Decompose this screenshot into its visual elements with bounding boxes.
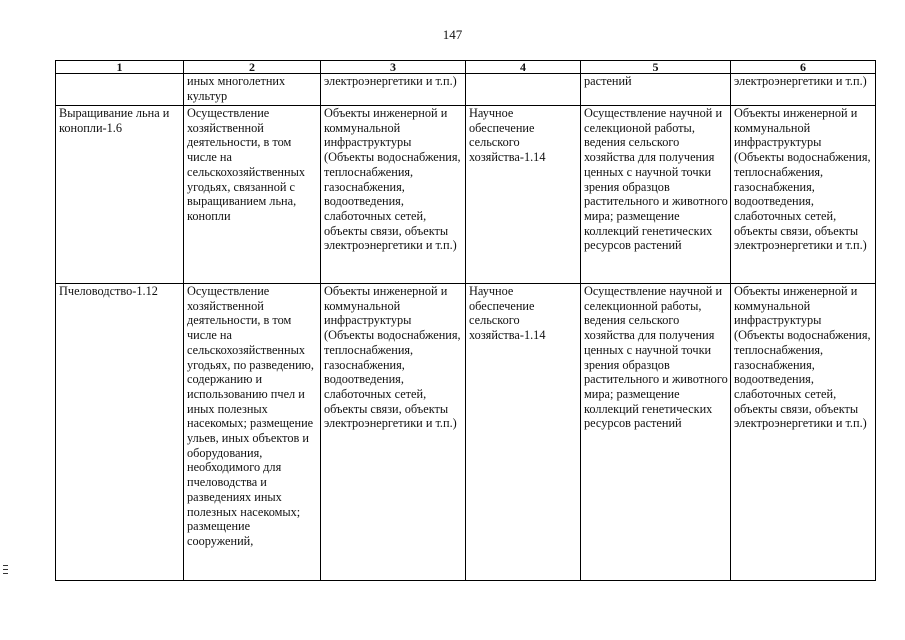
row-1-col-3-cell: электроэнергетики и т.п.) xyxy=(321,74,466,106)
row-1-col-5-cell: растений xyxy=(581,74,731,106)
row-3-col-5-cell: Осуществление научной и селекционной работы, ведения сельского хозяйства для получения ценных с научной точки зрения образцов растительного и животного мира; размещение коллекций генетических ресурсов растений xyxy=(581,284,731,581)
row-1-col-1-cell xyxy=(56,74,184,106)
row-2-col-5-cell: Осуществление научной и селекционой работы, ведения сельского хозяйства для получения ценных с научной точки зрения образцов растительного и животного мира; размещение коллекций генетических ресурсов растений xyxy=(581,106,731,284)
row-3-col-4-cell: Научное обеспечение сельского хозяйства-1.14 xyxy=(466,284,581,581)
row-2-col-2-cell: Осуществление хозяйственной деятельности, в том числе на сельскохозяйственных угодьях, связанной с выращиванием льна, конопли xyxy=(184,106,321,284)
row-3-col-2-cell: Осуществление хозяйственной деятельности, в том числе на сельскохозяйственных угодьях, по разведению, содержанию и использованию пчел и иных полезных насекомых; размещение ульев, иных объектов и оборудования, необходимого для пчеловодства и разведениях иных полезных насекомых; размещение сооружений, xyxy=(184,284,321,581)
scan-artifact-mark xyxy=(3,565,8,577)
row-2-col-4-cell: Научное обеспечение сельского хозяйства-1.14 xyxy=(466,106,581,284)
row-2-col-1-cell: Выращивание льна и конопли-1.6 xyxy=(56,106,184,284)
column-header-1: 1 xyxy=(56,61,184,74)
column-header-5: 5 xyxy=(581,61,731,74)
row-1-col-4-cell xyxy=(466,74,581,106)
column-header-6: 6 xyxy=(731,61,876,74)
row-3-col-1-cell: Пчеловодство-1.12 xyxy=(56,284,184,581)
row-2-col-3-cell: Объекты инженерной и коммунальной инфраструктуры (Объекты водоснабжения, теплоснабжения, газоснабжения, водоотведения, слаботочных сетей, объекты связи, объекты электроэнергетики и т.п.) xyxy=(321,106,466,284)
row-3-col-6-cell: Объекты инженерной и коммунальной инфраструктуры (Объекты водоснабжения, теплоснабжения, газоснабжения, водоотведения, слаботочных сетей, объекты связи, объекты электроэнергетики и т.п.) xyxy=(731,284,876,581)
column-header-2: 2 xyxy=(184,61,321,74)
row-3-col-3-cell: Объекты инженерной и коммунальной инфраструктуры (Объекты водоснабжения, теплоснабжения, газоснабжения, водоотведения, слаботочных сетей, объекты связи, объекты электроэнергетики и т.п.) xyxy=(321,284,466,581)
page-number: 147 xyxy=(442,27,463,42)
row-1-col-6-cell: электроэнергетики и т.п.) xyxy=(731,74,876,106)
column-header-3: 3 xyxy=(321,61,466,74)
row-1-col-2-cell: иных многолетних культур xyxy=(184,74,321,106)
land-use-table xyxy=(55,60,876,581)
row-2-col-6-cell: Объекты инженерной и коммунальной инфраструктуры (Объекты водоснабжения, теплоснабжения, газоснабжения, водоотведения, слаботочных сетей, объекты связи, объекты электроэнергетики и т.п.) xyxy=(731,106,876,284)
column-header-4: 4 xyxy=(466,61,581,74)
